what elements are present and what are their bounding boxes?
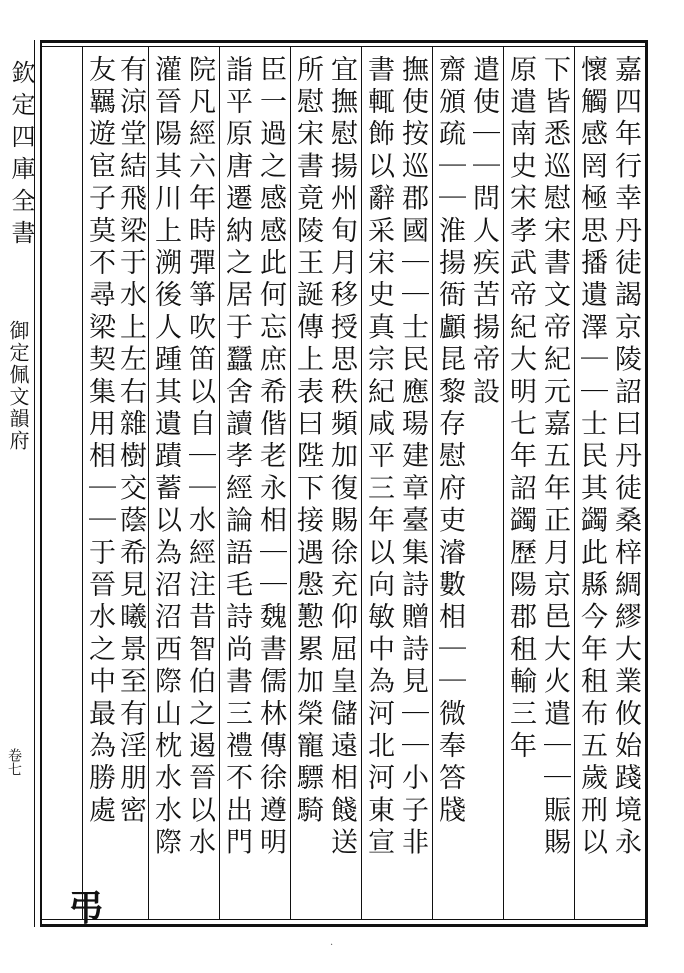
text-column: 書輒飾以辭采宋史真宗紀咸平三年以向敏中為河北河東宣 xyxy=(363,55,394,860)
top-border xyxy=(40,40,646,43)
right-border xyxy=(645,40,648,927)
text-column: 灌晉陽其川上溯後人踵其遺蹟蓄以為沼沼西際山枕水水際 xyxy=(150,55,181,860)
text-column: 臣一過之感感此何忘庶希偕老永相｜｜魏書儒林傳徐遵明 xyxy=(255,55,286,860)
text-column: 原遣南史宋孝武帝紀大明七年詔蠲歷陽郡租輸三年 xyxy=(505,55,536,764)
text-column: 有涼堂結飛梁于水上左右雜樹交蔭希見曦景至有淫朋密 xyxy=(115,55,146,828)
text-column: 所慰宋書竟陵王誕傳上表曰陛下接遇慇懃累加榮寵驃騎 xyxy=(292,55,323,828)
column-rule xyxy=(82,47,83,919)
bottom-border xyxy=(40,924,646,927)
text-column: 友羈遊宦子莫不尋梁契集用相｜｜于晉水之中最為勝處 xyxy=(84,55,115,828)
bottom-border-inner xyxy=(40,919,646,920)
column-rule xyxy=(361,47,362,919)
column-rule xyxy=(503,47,504,919)
column-rule xyxy=(219,47,220,919)
column-rule xyxy=(148,47,149,919)
text-column: 遣使｜｜問人疾苦揚帝設 xyxy=(468,55,499,410)
text-column: 齋頒疏｜｜淮揚衙顱昆黎存慰府吏濬數相｜｜微奉答牋 xyxy=(434,55,465,828)
text-column: 宜撫慰揚州旬月移授思秩頻加復賜徐充仰屈皇儲遠相餞送 xyxy=(326,55,357,860)
top-border-inner xyxy=(40,46,646,47)
text-column: 詣平原唐遷納之居于蠶舍讀孝經論語毛詩尚書三禮不出門 xyxy=(221,55,252,860)
text-column: 下皆悉巡慰宋書文帝紀元嘉五年正月京邑大火遣｜｜賑賜 xyxy=(539,55,570,860)
margin-volume: 卷七 xyxy=(6,748,22,776)
column-rule xyxy=(290,47,291,919)
text-column: 嘉四年行幸丹徒謁京陵詔曰丹徒桑梓綢繆大業攸始踐境永 xyxy=(610,55,641,860)
margin-collection-title: 欽定四庫全書 xyxy=(7,60,35,252)
text-column: 撫使按巡郡國｜｜士民應瑒建章臺集詩贈詩見｜｜小子非 xyxy=(397,55,428,860)
text-column: 院凡經六年時彈箏吹笛以自｜｜水經注昔智伯之遏晉以水 xyxy=(184,55,215,860)
margin-book-title: 御定佩文韻府 xyxy=(6,320,30,452)
column-rule xyxy=(432,47,433,919)
end-mark: 弔 xyxy=(68,887,105,929)
left-border xyxy=(40,40,42,927)
column-rule xyxy=(574,47,575,919)
text-column: 懷觸感罔極思播遺澤｜｜士民其蠲此縣今年租布五歲刑以 xyxy=(576,55,607,860)
bottom-dot: · xyxy=(330,940,334,951)
